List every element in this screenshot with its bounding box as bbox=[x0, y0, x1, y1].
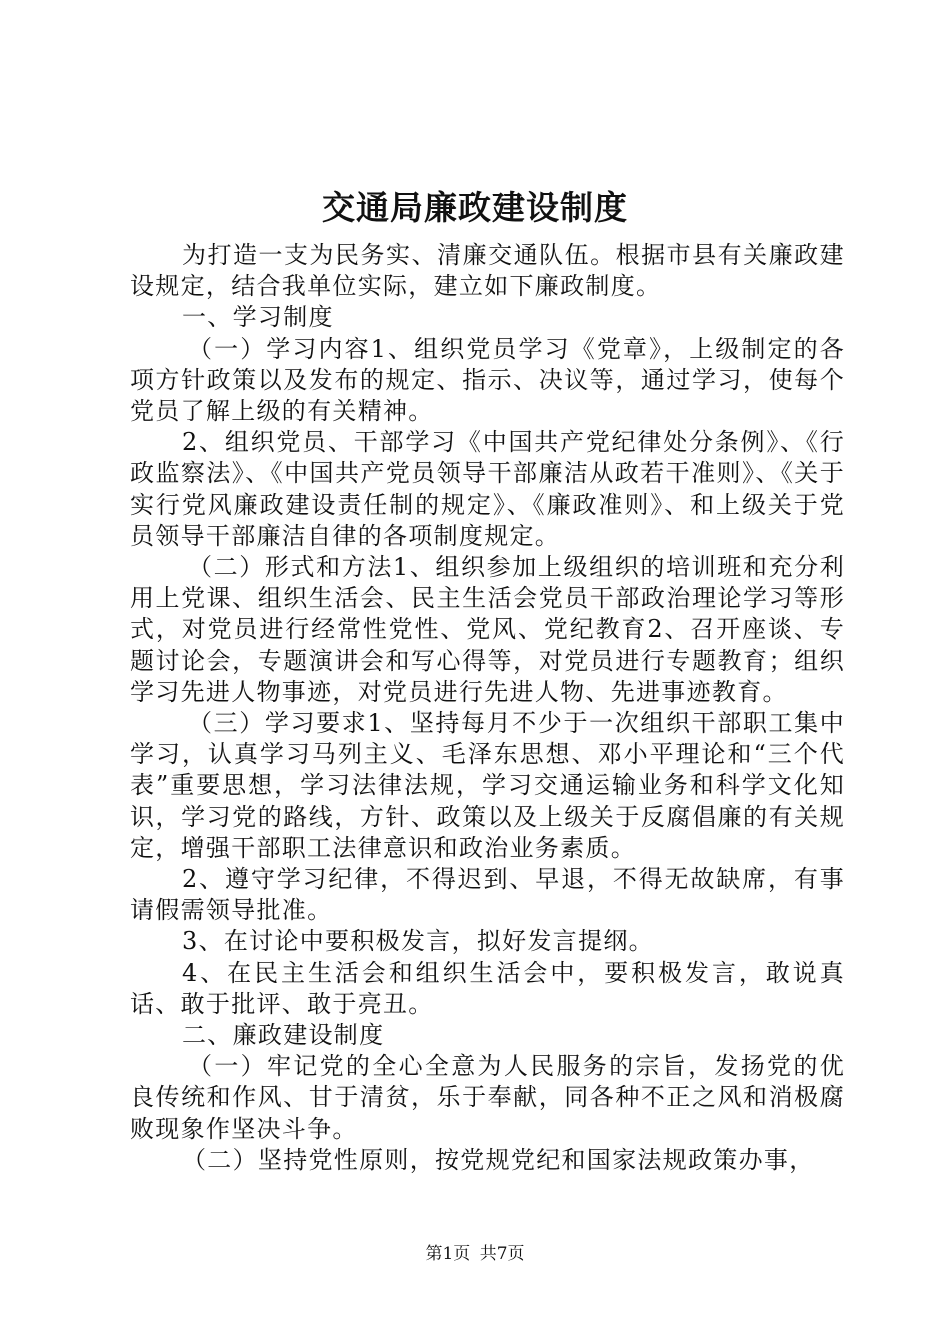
paragraph-study-content: （一）学习内容1、组织党员学习《党章》，上级制定的各项方针政策以及发布的规定、指示、决议等，通过学习，使每个党员了解上级的有关精神。 bbox=[130, 334, 845, 426]
section-heading-study: 一、学习制度 bbox=[182, 303, 334, 332]
paragraph-intro: 为打造一支为民务实、清廉交通队伍。根据市县有关廉政建设规定，结合我单位实际，建立如下廉政制度。 bbox=[130, 241, 845, 301]
paragraph-requirement-2: 2、遵守学习纪律，不得迟到、早退，不得无故缺席，有事请假需领导批准。 bbox=[130, 865, 845, 925]
section-heading-integrity: 二、廉政建设制度 bbox=[182, 1021, 385, 1050]
document-title: 交通局廉政建设制度 bbox=[322, 188, 628, 227]
paragraph-integrity-2: （二）坚持党性原则，按党规党纪和国家法规政策办事， bbox=[182, 1145, 815, 1174]
page-total: 共7页 bbox=[479, 1244, 525, 1264]
paragraph-requirement-3: 3、在讨论中要积极发言，拟好发言提纲。 bbox=[182, 927, 654, 956]
paragraph-study-requirements: （三）学习要求1、坚持每月不少于一次组织干部职工集中学习，认真学习马列主义、毛泽东思想、邓小平理论和“三个代表”重要思想，学习法律法规，学习交通运输业务和科学文化知识，学习党的路线，方针、政策以及上级关于反腐倡廉的有关规定，增强干部职工法律意识和政治业务素质。 bbox=[130, 709, 845, 862]
paragraph-study-item-2: 2、组织党员、干部学习《中国共产党纪律处分条例》、《行政监察法》、《中国共产党员领导干部廉洁从政若干准则》、《关于实行党风廉政建设责任制的规定》、《廉政准则》、和上级关于党员领导干部廉洁自律的各项制度规定。 bbox=[130, 428, 845, 550]
document-body bbox=[130, 240, 845, 1176]
page-footer bbox=[0, 1243, 950, 1265]
page-number: 第1页 bbox=[425, 1244, 471, 1264]
paragraph-requirement-4: 4、在民主生活会和组织生活会中，要积极发言，敢说真话、敢于批评、敢于亮丑。 bbox=[130, 958, 845, 1018]
paragraph-integrity-1: （一）牢记党的全心全意为人民服务的宗旨，发扬党的优良传统和作风、甘于清贫，乐于奉献，同各种不正之风和消极腐败现象作坚决斗争。 bbox=[130, 1052, 845, 1143]
paragraph-study-methods: （二）形式和方法1、组织参加上级组织的培训班和充分利用上党课、组织生活会、民主生活会党员干部政治理论学习等形式，对党员进行经常性党性、党风、党纪教育2、召开座谈、专题讨论会，专题演讲会和写心得等，对党员进行专题教育；组织学习先进人物事迹，对党员进行先进人物、先进事迹教育。 bbox=[130, 553, 845, 706]
